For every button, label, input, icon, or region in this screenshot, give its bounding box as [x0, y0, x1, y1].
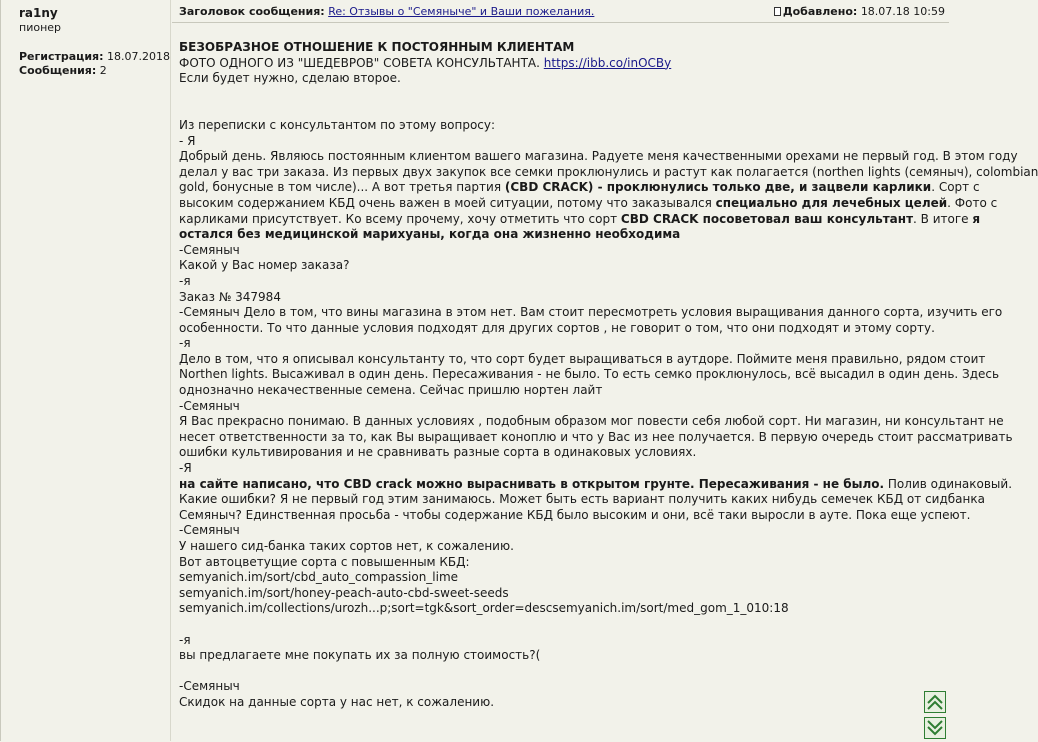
body-line: остался без медицинской марихуаны, когда она жизненно необходима — [179, 227, 681, 242]
body-text: карликами присутствует. Ко всему прочему, хочу отметить что сорт — [179, 211, 618, 226]
body-text: ФОТО ОДНОГО ИЗ "ШЕДЕВРОВ" СОВЕТА КОНСУЛЬТАНТА. — [179, 55, 540, 70]
body-bold: я — [972, 211, 981, 226]
body-line: Заказ № 347984 — [179, 289, 281, 304]
body-line: semyanich.im/sort/honey-peach-auto-cbd-sweet-seeds — [179, 585, 509, 600]
body-text: Полив одинаковый. — [887, 476, 1013, 491]
body-line: Какой у Вас номер заказа? — [179, 258, 350, 273]
body-bold: на сайте написано, что CBD crack можно выраснивать в открытом грунте. Пересаживания - не было. — [179, 476, 885, 491]
body-line — [179, 180, 980, 196]
post-subject — [179, 5, 594, 18]
body-line: semyanich.im/collections/urozh...p;sort=tgk&sort_order=descsemyanich.im/sort/med_gom_1_010:18 — [179, 601, 789, 616]
added-value: 18.07.18 10:59 — [860, 5, 945, 18]
body-line — [179, 56, 939, 72]
body-line: У нашего сид-банка таких сортов нет, к сожалению. — [179, 539, 514, 553]
body-line: -Семяныч Дело в том, что вины магазина в этом нет. Вам стоит пересмотреть условия выращивания данного сорта, изучить его — [179, 305, 1003, 320]
body-text: . В итоге — [913, 211, 969, 226]
body-text: высоким содержанием КБД очень важен в моей ситуации, потому что заказывался — [179, 195, 712, 210]
subject-label: Заголовок сообщения: — [179, 5, 325, 18]
post-header — [172, 0, 949, 23]
body-text: gold, бонусные в том числе)... А вот третья партия — [179, 180, 502, 195]
blank-line — [179, 617, 939, 633]
body-line: -Семяныч — [179, 242, 240, 257]
blank-line — [179, 87, 939, 103]
body-line: -я — [179, 632, 191, 647]
body-line: -я — [179, 273, 191, 288]
subject-link[interactable]: Re: Отзывы о "Семяныче" и Ваши пожелания. — [328, 5, 595, 18]
scroll-controls — [924, 691, 947, 739]
body-line: Вот автоцветущие сорта с повышенным КБД: — [179, 554, 470, 569]
messages-label: Сообщения: — [19, 64, 97, 77]
body-text: . Фото с — [947, 195, 998, 210]
body-line: -Семяныч — [179, 523, 240, 538]
body-bold: (CBD CRACK) - проклюнулись только две, и зацвели карлики — [504, 180, 932, 195]
registration-row — [19, 50, 170, 64]
blank-line — [179, 102, 939, 118]
body-line: Какие ошибки? Я не первый год этим занимаюсь. Может быть есть вариант получить каких нибудь семечек КБД от сидбанка — [179, 492, 985, 507]
body-line: делал у вас три заказа. Из первых двух закупок все семки проклюнулись и растут как полагается (northen lights (семяныч), colombian — [179, 164, 1038, 179]
added-label: Добавлено: — [782, 5, 858, 18]
author-meta — [19, 50, 170, 78]
body-line: -Семяныч — [179, 398, 240, 413]
body-line: Из переписки с консультантом по этому вопросу: — [179, 117, 496, 132]
body-line: Northen lights. Высаживал в один день. Пересаживания - не было. То есть семко проклюнулось, всё высадил в один день. Здесь — [179, 367, 1000, 382]
body-line: Добрый день. Являюсь постоянным клиентом вашего магазина. Радуете меня качественными орехами не первый год. В этом году — [179, 149, 1018, 164]
body-line: -Семяныч — [179, 679, 240, 694]
body-line: - Я — [179, 133, 196, 148]
post-document-icon[interactable] — [774, 7, 781, 16]
body-line — [179, 195, 998, 212]
scroll-up-icon[interactable] — [924, 691, 946, 713]
body-line: ошибки культивирования и не сравнивать разные сорта в одинаковых условиях. — [179, 445, 697, 460]
photo-link[interactable]: https://ibb.co/inOCBy — [543, 55, 672, 70]
author-panel — [1, 0, 171, 741]
body-bold: специально для лечебных целей — [715, 195, 948, 210]
body-text: . Сорт с — [931, 180, 980, 195]
body-line — [179, 211, 981, 228]
post-body — [179, 40, 1038, 711]
body-line: вы предлагаете мне покупать их за полную стоимость?( — [179, 648, 541, 663]
body-line: Если будет нужно, сделаю второе. — [179, 71, 401, 86]
body-line: Я Вас прекрасно понимаю. В данных условиях , подобным образом мог повести себя любой сорт. Ни магазин, ни консультант не — [179, 414, 1004, 429]
registration-value: 18.07.2018 — [107, 50, 170, 63]
scroll-down-icon[interactable] — [924, 717, 946, 739]
post-heading: БЕЗОБРАЗНОЕ ОТНОШЕНИЕ К ПОСТОЯННЫМ КЛИЕНТАМ — [179, 40, 575, 54]
author-name[interactable]: ra1ny — [19, 6, 58, 20]
blank-line — [179, 664, 939, 680]
body-line: Семяныч? Единственная просьба - чтобы содержание КБД было высоким и они, всё таки выросли в ауте. Пока еще успеют. — [179, 507, 971, 522]
body-bold: CBD CRACK посоветовал ваш консультант — [620, 211, 914, 226]
post-added — [774, 5, 945, 18]
registration-label: Регистрация: — [19, 50, 104, 63]
author-rank: пионер — [19, 21, 62, 34]
body-line: semyanich.im/sort/cbd_auto_compassion_lime — [179, 570, 459, 585]
messages-row — [19, 64, 170, 78]
body-line: однозначно некачественные семена. Сейчас пришлю нортен лайт — [179, 383, 603, 398]
body-line: Скидок на данные сорта у нас нет, к сожалению. — [179, 694, 495, 709]
body-line: Дело в том, что я описывал консультанту то, что сорт будет выращиваться в аутдоре. Поймите меня правильно, рядом стоит — [179, 351, 986, 366]
body-line: -Я — [179, 461, 192, 476]
body-line: особенности. То что данные условия подходят для других сортов , не говорит о том, что они подходят и этому сорту. — [179, 320, 935, 335]
body-line: -я — [179, 336, 191, 351]
body-line: несет ответственности за то, как Вы выращивает коноплю и что у Вас из нее получается. В первую очередь стоит рассматривать — [179, 429, 1013, 444]
messages-value: 2 — [99, 64, 107, 77]
body-line — [179, 476, 1013, 493]
post-area — [172, 0, 1038, 741]
